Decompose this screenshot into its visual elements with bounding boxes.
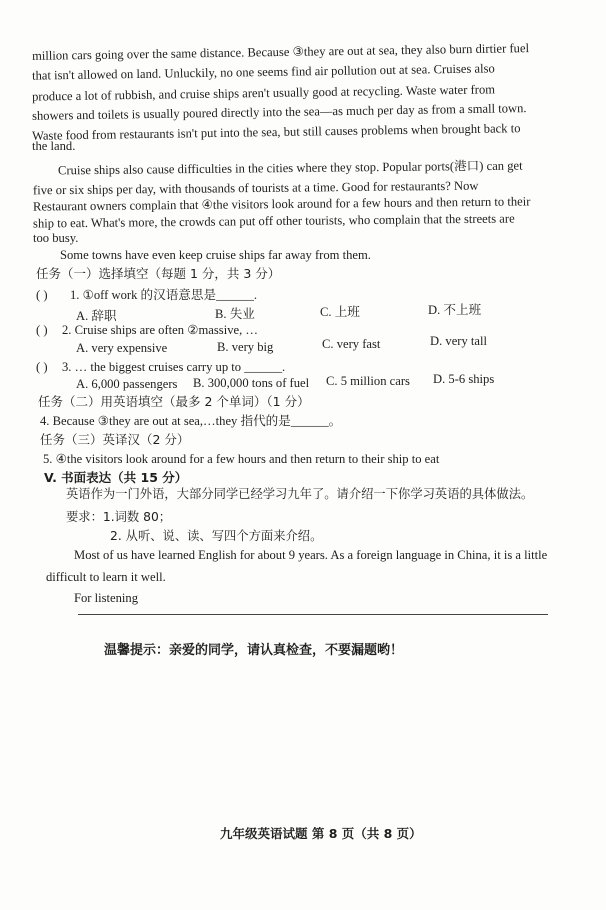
q3-option-b: B. 300,000 tons of fuel <box>193 376 310 390</box>
task3-heading: 任务（三）英译汉（2 分） <box>40 432 190 447</box>
passage-line: Some towns have even keep cruise ships far away from them. <box>60 248 371 262</box>
q1-option-d: D. 不上班 <box>428 303 482 317</box>
writing-starter-line: difficult to learn it well. <box>46 570 166 584</box>
q1-option-c: C. 上班 <box>320 305 360 319</box>
writing-heading: V. 书面表达（共 15 分） <box>44 470 188 485</box>
q5-stem: 5. ④the visitors look around for a few hours and then return to their ship to eat <box>43 452 440 466</box>
task2-heading: 任务（二）用英语填空（最多 2 个单词）（1 分） <box>38 394 310 409</box>
writing-requirement-1: 要求：1.词数 80； <box>66 510 172 524</box>
q1-option-b: B. 失业 <box>215 307 255 321</box>
q1-option-a: A. 辞职 <box>76 309 117 323</box>
reminder-text: 温馨提示：亲爱的同学，请认真检查，不要漏题哟！ <box>104 643 404 658</box>
passage-line: too busy. <box>33 231 79 245</box>
q2-stem: 2. Cruise ships are often ②massive, … <box>62 323 258 337</box>
writing-requirement-2: 2. 从听、说、读、写四个方面来介绍。 <box>110 529 323 543</box>
writing-starter-line: For listening <box>74 591 139 605</box>
passage-line: five or six ships per day, with thousands of tourists at a time. Good for restaurants? Now <box>32 178 479 198</box>
q4-stem: 4. Because ③they are out at sea,…they 指代的是______。 <box>40 414 342 428</box>
passage-line: showers and toilets is usually poured directly into the sea—as much per day as from a small town. <box>31 101 527 123</box>
q3-stem: 3. … the biggest cruises carry up to ______. <box>62 360 286 374</box>
passage-line: ship to eat. What's more, the crowds can put off other tourists, who complain that the streets are <box>32 211 515 231</box>
q2-option-a: A. very expensive <box>76 341 168 355</box>
q3-answer-paren[interactable]: ( ) <box>36 360 48 374</box>
passage-line: million cars going over the same distance. Because ③they are out at sea, they also burn dirtier fuel <box>31 41 530 63</box>
q2-option-d: D. very tall <box>430 334 488 348</box>
passage-line: produce a lot of rubbish, and cruise ships aren't usually good at recycling. Waste water from <box>31 82 496 104</box>
answer-line[interactable] <box>78 614 548 615</box>
passage-line: the land. <box>32 139 76 153</box>
page-footer: 九年级英语试题 第 8 页（共 8 页） <box>220 826 422 841</box>
writing-starter-line: Most of us have learned English for about 9 years. As a foreign language in China, it is a little <box>74 548 548 562</box>
passage-line: that isn't allowed on land. Unluckily, no one seems find air pollution out at sea. Cruises also <box>31 61 495 83</box>
q1-stem: 1. ①off work 的汉语意思是______. <box>70 288 258 302</box>
q2-option-c: C. very fast <box>322 337 381 351</box>
q2-option-b: B. very big <box>217 340 274 354</box>
writing-prompt: 英语作为一门外语，大部分同学已经学习九年了。请介绍一下你学习英语的具体做法。 <box>66 487 534 501</box>
q2-answer-paren[interactable]: ( ) <box>36 323 48 337</box>
q1-answer-paren[interactable]: ( ) <box>36 288 48 302</box>
passage-line: Restaurant owners complain that ④the visitors look around for a few hours and then return to their <box>32 194 531 214</box>
q3-option-a: A. 6,000 passengers <box>76 377 178 391</box>
task1-heading: 任务（一）选择填空（每题 1 分，共 3 分） <box>36 266 281 281</box>
q3-option-d: D. 5-6 ships <box>433 372 495 386</box>
passage-line: Waste food from restaurants isn't put into the sea, but still causes problems when brought back to <box>31 121 521 143</box>
passage-line: Cruise ships also cause difficulties in the cities where they stop. Popular ports(港口) can get <box>57 158 523 178</box>
q3-option-c: C. 5 million cars <box>326 374 410 388</box>
